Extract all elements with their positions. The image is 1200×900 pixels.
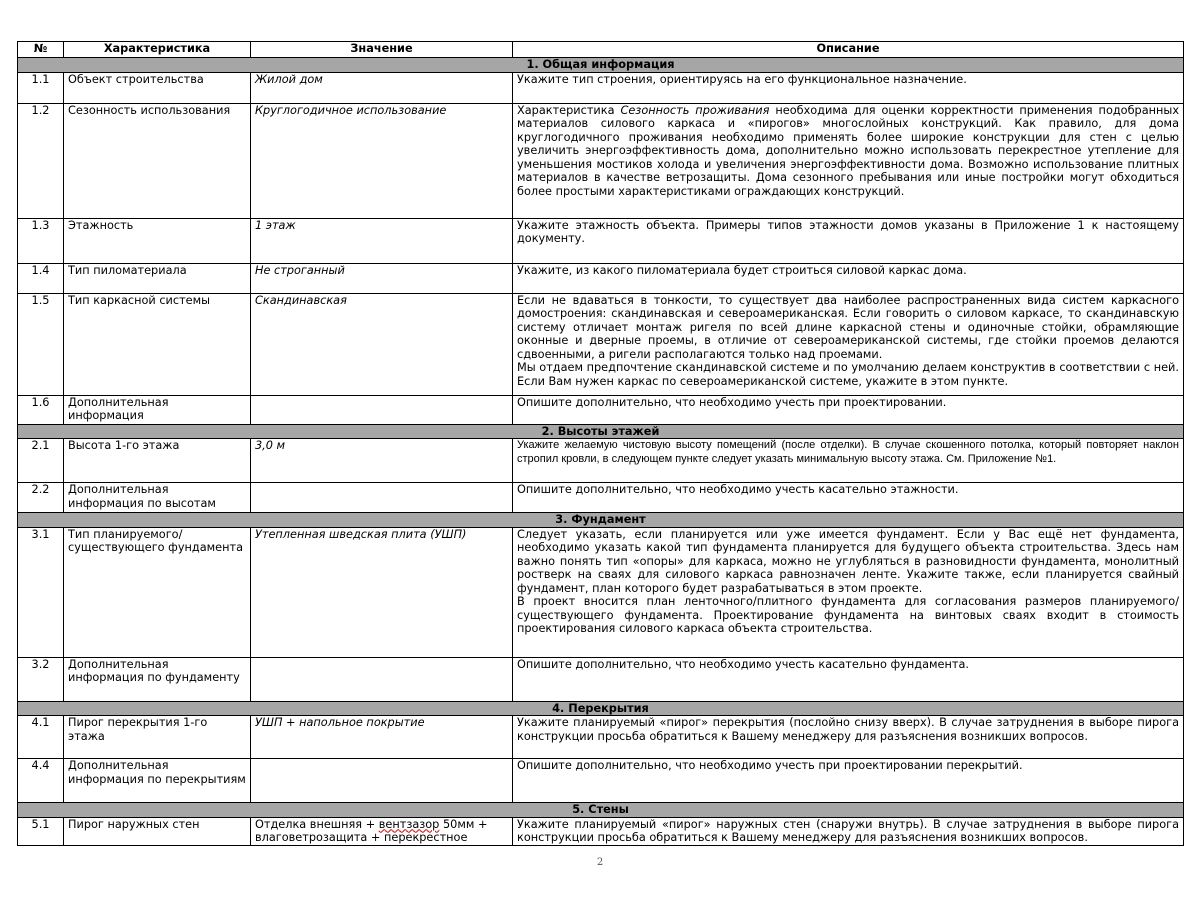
value-text: 50мм + влаговетрозащита + перекрестное (255, 817, 488, 844)
section-title-walls: 5. Стены (18, 803, 1184, 818)
row-number: 5.1 (18, 817, 64, 845)
row-number: 2.1 (18, 439, 64, 483)
table-row (18, 527, 1184, 657)
header-num: № (18, 42, 64, 58)
section-title-general: 1. Общая информация (18, 58, 1184, 73)
value-cell (251, 817, 513, 845)
row-number: 2.2 (18, 483, 64, 513)
header-value: Значение (251, 42, 513, 58)
description-cell (513, 293, 1184, 395)
header-description: Описание (513, 42, 1184, 58)
value-cell: Не строганный (251, 263, 513, 293)
characteristic-cell: Дополнительная информация по высотам (64, 483, 251, 513)
value-cell: Скандинавская (251, 293, 513, 395)
value-text: Отделка внешняя + (255, 817, 379, 831)
row-number: 4.4 (18, 759, 64, 803)
description-cell: Опишите дополнительно, что необходимо учесть касательно фундамента. (513, 657, 1184, 701)
section-row (18, 424, 1184, 439)
characteristic-cell: Пирог перекрытия 1-го этажа (64, 716, 251, 759)
value-cell: Жилой дом (251, 72, 513, 103)
table-row (18, 657, 1184, 701)
row-number: 1.5 (18, 293, 64, 395)
description-cell: Укажите планируемый «пирог» перекрытия (послойно снизу вверх). В случае затруднения в выборе пирога конструкции просьба обратиться к Вашему менеджеру для разъяснения возникших вопросов. (513, 716, 1184, 759)
section-row (18, 513, 1184, 528)
section-row (18, 58, 1184, 73)
characteristic-cell: Высота 1-го этажа (64, 439, 251, 483)
description-cell (513, 103, 1184, 218)
table-row (18, 395, 1184, 424)
row-number: 4.1 (18, 716, 64, 759)
characteristic-cell: Пирог наружных стен (64, 817, 251, 845)
row-number: 1.2 (18, 103, 64, 218)
value-cell (251, 483, 513, 513)
page-number: 2 (596, 857, 604, 868)
table-row (18, 716, 1184, 759)
table-row (18, 759, 1184, 803)
characteristic-cell: Тип каркасной системы (64, 293, 251, 395)
row-number: 1.4 (18, 263, 64, 293)
header-characteristic: Характеристика (64, 42, 251, 58)
section-title-floor-heights: 2. Высоты этажей (18, 424, 1184, 439)
value-cell: Утепленная шведская плита (УШП) (251, 527, 513, 657)
value-cell: 1 этаж (251, 218, 513, 263)
description-paragraph: Если не вдаваться в тонкости, то существует два наиболее распространенных вида систем каркасного домостроения: скандинавская и североамериканская. Если говорить о силовом каркасе, то скандинавскую систему отличает монтаж ригеля по всей длине каркасной стены и одиночные стойки, обрамляющие оконные и дверные проемы, в отличие от североамериканской системы, где стойки проемов делаются сдвоенными, а ригели располагаются только над проемами. (517, 293, 1179, 361)
row-number: 1.6 (18, 395, 64, 424)
table-row (18, 263, 1184, 293)
description-paragraph: Мы отдаем предпочтение скандинавской системе и по умолчанию делаем конструктив в соответствии с ней. Если Вам нужен каркас по североамериканской системе, укажите в этом пункте. (517, 361, 1179, 388)
description-emphasis: Сезонность проживания (620, 103, 770, 117)
characteristic-cell: Тип планируемого/ существующего фундамента (64, 527, 251, 657)
table-row (18, 817, 1184, 845)
value-cell: УШП + напольное покрытие (251, 716, 513, 759)
description-text: необходима для оценки корректности применения подобранных материалов силового каркаса и «пирогов» многослойных конструкций. Как правило, для дома круглогодичного проживания необходимо применять более широкие конструкции для стен с целью увеличить энергоэффективность дома, дополнительно можно использовать перекрестное утепление для уменьшения мостиков холода и увеличения энергоэффективности дома. Возможно использование плитных материалов в качестве ветрозащиты. Дома сезонного пребывания или иные постройки могут обходиться более простыми характеристиками ограждающих конструкций. (517, 103, 1180, 198)
description-cell: Укажите желаемую чистовую высоту помещений (после отделки). В случае скошенного потолка, который повторяет наклон стропил кровли, в следующем пункте следует указать минимальную высоту этажа. См. Приложение №1. (513, 439, 1184, 483)
section-row (18, 803, 1184, 818)
description-cell: Опишите дополнительно, что необходимо учесть касательно этажности. (513, 483, 1184, 513)
section-title-floors: 4. Перекрытия (18, 701, 1184, 716)
value-cell (251, 759, 513, 803)
row-number: 3.1 (18, 527, 64, 657)
value-cell (251, 395, 513, 424)
description-cell: Укажите этажность объекта. Примеры типов этажности домов указаны в Приложение 1 к настоящему документу. (513, 218, 1184, 263)
table-row (18, 439, 1184, 483)
row-number: 3.2 (18, 657, 64, 701)
characteristic-cell: Этажность (64, 218, 251, 263)
description-paragraph: Следует указать, если планируется или уже имеется фундамент. Если у Вас ещё нет фундамента, необходимо указать какой тип фундамента планируется для будущего объекта строительства. Здесь нам важно понять тип «опоры» для каркаса, можно не углубляться в разновидности фундамента, монолитный ростверк на сваях для силового каркаса равнозначен ленте. Укажите также, если планируется свайный фундамент, план которого будет разрабатываться в этом проекте. (517, 527, 1179, 595)
characteristic-cell: Дополнительная информация (64, 395, 251, 424)
description-cell: Укажите планируемый «пирог» наружных стен (снаружи внутрь). В случае затруднения в выборе пирога конструкции просьба обратиться к Вашему менеджеру для разъяснения возникших вопросов. (513, 817, 1184, 845)
row-number: 1.3 (18, 218, 64, 263)
table-row (18, 103, 1184, 218)
row-number: 1.1 (18, 72, 64, 103)
description-cell: Укажите, из какого пиломатериала будет строиться силовой каркас дома. (513, 263, 1184, 293)
characteristic-cell: Тип пиломатериала (64, 263, 251, 293)
spec-table (17, 41, 1184, 846)
characteristic-cell: Дополнительная информация по фундаменту (64, 657, 251, 701)
characteristic-cell: Дополнительная информация по перекрытиям (64, 759, 251, 803)
value-cell (251, 657, 513, 701)
table-header-row (18, 42, 1184, 58)
value-text-spellcheck: вентзазор (378, 817, 440, 831)
description-cell: Опишите дополнительно, что необходимо учесть при проектировании. (513, 395, 1184, 424)
description-cell: Опишите дополнительно, что необходимо учесть при проектировании перекрытий. (513, 759, 1184, 803)
value-cell: Круглогодичное использование (251, 103, 513, 218)
characteristic-cell: Объект строительства (64, 72, 251, 103)
table-row (18, 483, 1184, 513)
description-paragraph: В проект вносится план ленточного/плитного фундамента для согласования размеров планируемого/существующего фундамента. Проектирование фундамента на винтовых сваях входит в стоимость проектирования силового каркаса объекта строительства. (517, 595, 1179, 635)
characteristic-cell: Сезонность использования (64, 103, 251, 218)
table-row (18, 72, 1184, 103)
section-row (18, 701, 1184, 716)
section-title-foundation: 3. Фундамент (18, 513, 1184, 528)
table-row (18, 293, 1184, 395)
value-cell: 3,0 м (251, 439, 513, 483)
table-row (18, 218, 1184, 263)
description-text: Характеристика (517, 103, 621, 117)
description-cell (513, 527, 1184, 657)
description-cell: Укажите тип строения, ориентируясь на его функциональное назначение. (513, 72, 1184, 103)
